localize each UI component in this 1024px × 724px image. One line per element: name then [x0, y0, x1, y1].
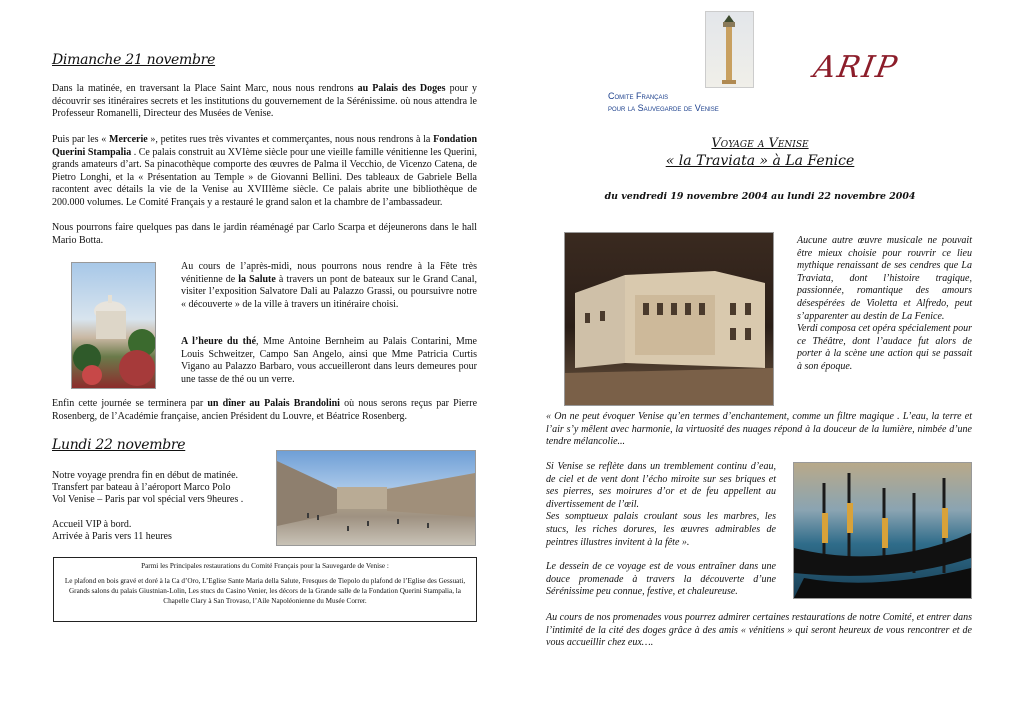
lundi-line-5: Arrivée à Paris vers 11 heures [52, 531, 172, 542]
quote-palais-text: Ses somptueux palais croulant sous les marbres, les stucs, les riches dorures, les œuvres admirables de peintres illustres invitent à la fête ». [546, 511, 776, 548]
quote-venise-reflete [546, 461, 776, 549]
lundi-line-1: Notre voyage prendra fin en début de matinée. [52, 470, 239, 481]
quote-dessein: Le dessein de ce voyage est de vous entraîner dans une douce promenade à travers la découverte d’une Sérénissime peu connue, festive, et chaleureuse. [546, 561, 776, 598]
org-line-1: Comite Français [608, 91, 669, 101]
heading-dimanche: Dimanche 21 novembre [52, 52, 216, 68]
la-fenice-model-photo [564, 232, 774, 406]
box-title: Parmi les Principales restaurations du Comité Français pour la Sauvegarde de Venise : [141, 562, 389, 570]
title-line-2: « la Traviata » à La Fenice [665, 153, 855, 169]
paragraph-querini: Puis par les « Mercerie », petites rues très vivantes et commerçantes, nous nous rendrons à la Fondation Querini Stampalia . Ce palais construit au XVIème siècle pour une vieille famille vénitienne les Querini, grands amateurs d’art. Sa pinacothèque comporte des œuvres de Palma il Vecchio, de Vicenzo Catena, de Pietro Longhi, et la « Présentation au Temple » de Giovanni Bellini. Des tableaux de Gabriele Bella racontent avec détails la vie de la Venise au XVIIIème siècle. Ce palais abrite une bibliothèque de 200.000 volumes. Le Comité Français y a restauré le grand salon et la chambre de l’ambassadeur. [52, 134, 478, 208]
paragraph-salute: Au cours de l’après-midi, nous pourrons nous rendre à la Fête très vénitienne de la Salute à travers un pont de bateaux sur le Grand Canal, visiter l’exposition Salvatore Dali au Palazzo Grassi, ou poursuivre notre « découverte » de la ville à travers un itinéraire choisi. [181, 261, 477, 310]
gondolas-photo [793, 462, 972, 599]
heading-lundi: Lundi 22 novembre [52, 437, 186, 453]
piazza-san-marco-photo [276, 450, 476, 546]
quote-traviata [797, 235, 972, 374]
title-line-1: Voyage a Venise [711, 136, 809, 151]
quote-reflete-text: Si Venise se reflète dans un tremblement continu d’eau, de ciel et de vent dont l’écho miroite sur ses briques et ses pierres, ses moirures d’or et de feu appellent au divertissement de l’œil. [546, 461, 776, 510]
quote-traviata-text: Aucune autre œuvre musicale ne pouvait être mieux choisie pour rouvrir ce lieu mythique renaissant de ses cendres que La Traviata, dont l’histoire tragique, passionnée, romantique des amours désespérées de Violetta et Alfredo, peut s’apparenter au destin de La Fenice. [797, 235, 972, 322]
arip-logo: ARIP [810, 50, 902, 85]
org-line-2: pour la Sauvegarde de Venise [608, 103, 719, 113]
trip-title [560, 136, 960, 169]
column-photo [705, 11, 754, 88]
quote-promenades: Au cours de nos promenades vous pourrez admirer certaines restaurations de notre Comité, et entrer dans l’intimité de la cité des doges grâce à des amis « vénitiens » qui seront heureux de vous rencontrer et de vous accueillir chez eux…. [546, 612, 972, 649]
paragraph-scarpa: Nous pourrons faire quelques pas dans le jardin réaménagé par Carlo Scarpa et déjeunerons dans le hall Mario Botta. [52, 222, 477, 246]
salute-photo [71, 262, 156, 389]
box-text: Le plafond en bois gravé et doré à la Ca d’Oro, L’Eglise Sante Maria della Salute, Fresques de Tiepolo du plafond de l’Eglise des Gessuati, Grands salons du palais Giustnian-Lolin, Les stucs du Casino Venier, les décors de la Grande salle de la Fondation Querini Stampalia, la Chapelle Clary à San Trovaso, l’Aile Napoléonienne du Musée Correr. [64, 577, 466, 605]
paragraph-the: A l’heure du thé, Mme Antoine Bernheim au Palais Contarini, Mme Louis Schweitzer, Campo San Angelo, ainsi que Mme Patricia Curtis Vigano au Palazzo Barbaro, vous accueilleront dans leurs demeures pour une tasse de thé ou un verre. [181, 336, 477, 385]
quote-enchantement: « On ne peut évoquer Venise qu’en termes d’enchantement, comme un filtre magique . L’eau, la terre et l’air s’y mêlent avec harmonie, la virtuosité des nuages répond à la douceur de la lumière, nimbée d’une tendre mélancolie... [546, 411, 972, 448]
restorations-box [53, 557, 477, 622]
org-name [608, 90, 719, 114]
paragraph-diner: Enfin cette journée se terminera par un dîner au Palais Brandolini où nous serons reçus par Pierre Rosenberg, de l’Académie française, ancien Président du Louvre, et Béatrice Rosenberg. [52, 398, 478, 422]
paragraph-palais-doges: Dans la matinée, en traversant la Place Saint Marc, nous nous rendrons au Palais des Doges pour y découvrir ses itinéraires secrets et les institutions du gouvernement de la Sérénissime. où nous attendra le Professeur Romanelli, Directeur des Musées de Venise. [52, 83, 477, 120]
lundi-line-4: Accueil VIP à bord. [52, 519, 132, 530]
lundi-line-3: Vol Venise – Paris par vol spécial vers 9heures . [52, 494, 244, 505]
quote-verdi-text: Verdi composa cet opéra spécialement pour ce Théâtre, dont l’audace fut alors de porter à la scène une action qui se passait à son époque. [797, 323, 972, 372]
lundi-line-2: Transfert par bateau à l’aéroport Marco Polo [52, 482, 231, 493]
trip-dates: du vendredi 19 novembre 2004 au lundi 22 novembre 2004 [604, 191, 916, 202]
